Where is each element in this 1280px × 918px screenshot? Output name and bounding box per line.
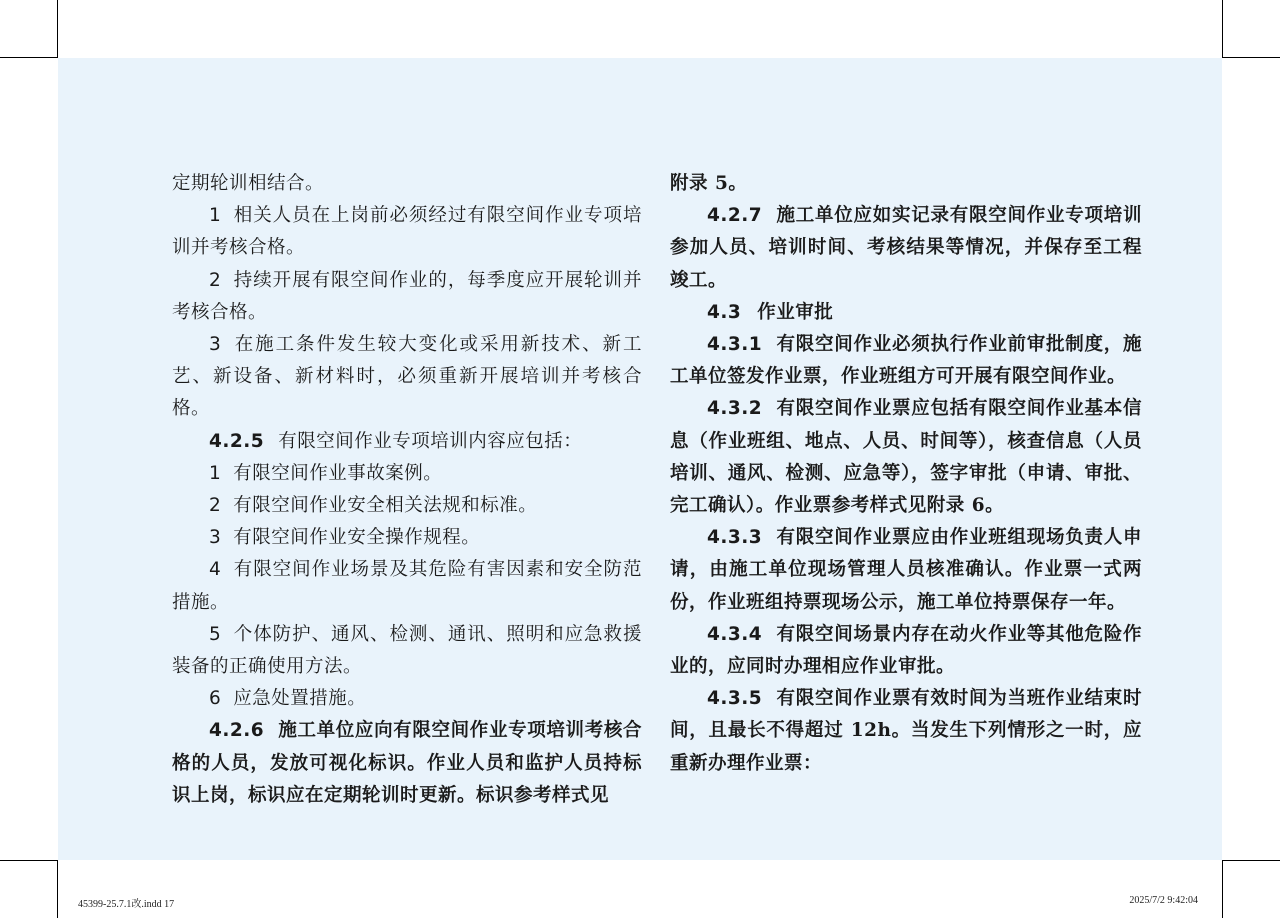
- list-item: [172, 265, 642, 329]
- crop-mark: [0, 860, 58, 861]
- list-item: [172, 683, 642, 715]
- clause-4-3-1: [670, 329, 1142, 393]
- left-column: [172, 168, 642, 812]
- clause-text: 施工单位应向有限空间作业专项培训考核合格的人员，发放可视化标识。作业人员和监护人员持标识上岗，标识应在定期轮训时更新。标识参考样式见: [172, 720, 642, 806]
- item-number: 5: [209, 623, 222, 645]
- section-number: 4.3: [707, 301, 742, 323]
- paragraph: 定期轮训相结合。: [172, 173, 325, 194]
- clause-text: 有限空间作业必须执行作业前审批制度，施工单位签发作业票，作业班组方可开展有限空间作业。: [670, 334, 1142, 388]
- item-number: 4: [209, 559, 222, 581]
- clause-text: 施工单位应如实记录有限空间作业专项培训参加人员、培训时间、考核结果等情况，并保存至工程竣工。: [670, 205, 1142, 291]
- item-text: 相关人员在上岗前必须经过有限空间作业专项培训并考核合格。: [172, 205, 642, 259]
- list-item: [172, 619, 642, 683]
- clause-4-3-5: [670, 683, 1142, 780]
- item-text: 持续开展有限空间作业的，每季度应开展轮训并考核合格。: [172, 269, 642, 323]
- clause-number: 4.3.1: [707, 334, 763, 356]
- item-number: 3: [209, 334, 222, 356]
- item-number: 6: [209, 688, 222, 710]
- item-text: 在施工条件发生较大变化或采用新技术、新工艺、新设备、新材料时，必须重新开展培训并考核合格。: [172, 334, 642, 420]
- clause-4-3-3: [670, 522, 1142, 619]
- item-text: 有限空间作业安全操作规程。: [233, 527, 481, 549]
- crop-mark: [1222, 57, 1280, 58]
- crop-mark: [57, 0, 58, 58]
- item-number: 2: [209, 269, 222, 291]
- clause-text: 有限空间场景内存在动火作业等其他危险作业的，应同时办理相应作业审批。: [670, 623, 1142, 678]
- print-slug-timestamp: 2025/7/2 9:42:04: [1129, 895, 1198, 906]
- section-title: 作业审批: [757, 301, 834, 323]
- item-number: 1: [209, 205, 222, 227]
- clause-text: 有限空间作业票应由作业班组现场负责人申请，由施工单位现场管理人员核准确认。作业票一式两份，作业班组持票现场公示，施工单位持票保存一年。: [670, 527, 1142, 613]
- crop-mark: [0, 57, 58, 58]
- clause-4-3-4: [670, 619, 1142, 683]
- clause-4-2-6: [172, 715, 642, 812]
- clause-number: 4.3.5: [707, 688, 763, 710]
- clause-4-2-7: [670, 200, 1142, 297]
- item-text: 有限空间作业事故案例。: [233, 462, 443, 484]
- clause-number: 4.3.4: [707, 623, 763, 645]
- clause-4-3-2: [670, 393, 1142, 522]
- item-text: 有限空间作业安全相关法规和标准。: [233, 495, 538, 517]
- item-text: 个体防护、通风、检测、通讯、照明和应急救援装备的正确使用方法。: [172, 623, 642, 678]
- list-item: [172, 458, 642, 490]
- list-item: [172, 554, 642, 618]
- clause-number: 4.2.5: [209, 430, 265, 452]
- print-slug-file: 45399-25.7.1改.indd 17: [78, 899, 175, 910]
- crop-mark: [1222, 0, 1223, 58]
- item-text: 应急处置措施。: [233, 688, 367, 710]
- right-column: [670, 168, 1142, 780]
- clause-number: 4.3.3: [707, 527, 763, 549]
- clause-text: 有限空间作业票应包括有限空间作业基本信息（作业班组、地点、人员、时间等），核查信息（人员培训、通风、检测、应急等），签字审批（申请、审批、完工确认）。作业票参考样式见附录 6。: [670, 398, 1142, 517]
- clause-text: 有限空间作业票有效时间为当班作业结束时间，且最长不得超过 12h。当发生下列情形之一时，应重新办理作业票：: [670, 688, 1142, 774]
- clause-number: 4.3.2: [707, 398, 763, 420]
- item-text: 有限空间作业场景及其危险有害因素和安全防范措施。: [172, 559, 642, 613]
- list-item: [172, 522, 642, 554]
- paragraph: 附录 5。: [670, 173, 748, 194]
- clause-number: 4.2.7: [707, 205, 763, 227]
- list-item: [172, 490, 642, 522]
- item-number: 2: [209, 495, 222, 517]
- crop-mark: [1222, 860, 1280, 861]
- section-heading-4-3: [670, 297, 1142, 329]
- item-number: 1: [209, 462, 222, 484]
- clause-4-2-5: [172, 426, 642, 458]
- clause-number: 4.2.6: [209, 720, 265, 742]
- item-number: 3: [209, 527, 222, 549]
- crop-mark: [57, 860, 58, 918]
- list-item: [172, 200, 642, 264]
- list-item: [172, 329, 642, 426]
- crop-mark: [1222, 860, 1223, 918]
- clause-text: 有限空间作业专项培训内容应包括：: [278, 430, 583, 452]
